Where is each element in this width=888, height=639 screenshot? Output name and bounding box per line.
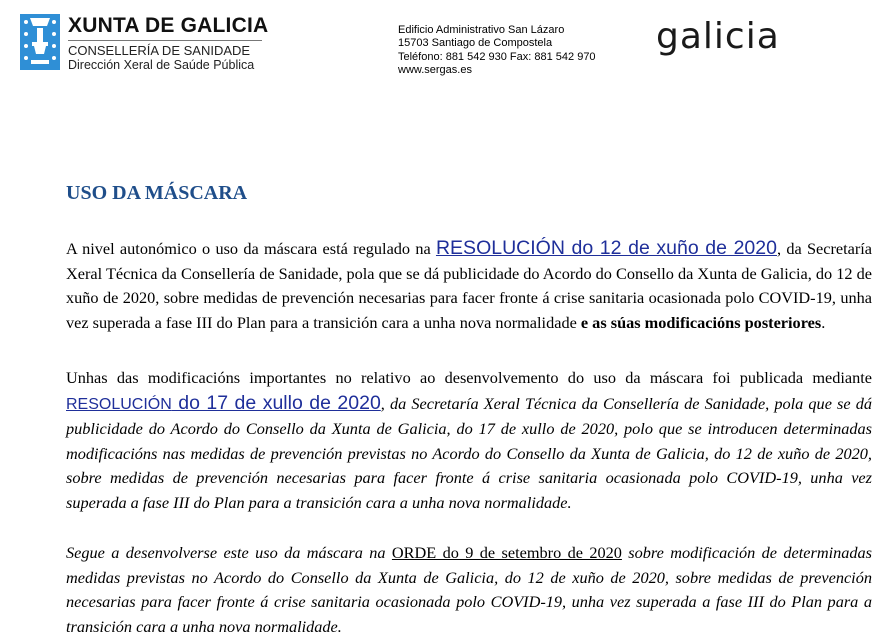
paragraph-1-bold: e as súas modificacións posteriores: [580, 312, 822, 332]
paragraph-3-text-b: sobre modificación de determinadas medidas previstas no Acordo do Consello da Xunta de Galicia, do 12 de xuño de 2020, sobre medidas de prevención necesarias para facer fronte á crise sanitaria ocasionada polo COVID-19, unha vez superada a fase III do Plan para a transición cara a unha nova normalidade.: [66, 543, 872, 636]
paragraph-1-text-b: , da Secretaría Xeral Técnica da Consellería de Sanidade, pola que se dá publicidade do Acordo do Consello da Xunta de Galicia, do 12 de xuño de 2020, sobre medidas de prevención necesarias para facer fronte á crise sanitaria ocasionada polo COVID-19, unha vez superada a fase III do Plan para a transición cara a unha nova normalidade: [66, 239, 873, 332]
galicia-wordmark-icon: [652, 16, 828, 64]
paragraph-1: [66, 236, 872, 335]
orde-9-setembro-link[interactable]: ORDE do 9 de setembro de 2020: [391, 543, 622, 562]
resolucion-17-xullo-link-date[interactable]: do 17 de xullo de 2020: [171, 391, 381, 414]
paragraph-3: [66, 541, 872, 639]
address-phone: Teléfono: 881 542 930 Fax: 881 542 970: [398, 50, 596, 63]
address-block: [398, 24, 596, 78]
resolucion-12-xuno-link[interactable]: RESOLUCIÓN do 12 de xuño de 2020: [435, 237, 777, 259]
letterhead: [0, 0, 888, 90]
address-building: Edificio Administrativo San Lázaro: [398, 24, 565, 36]
xunta-logo: [20, 14, 60, 70]
org-directorate: Dirección Xeral de Saúde Pública: [68, 58, 255, 72]
paragraph-2-text-b: , da Secretaría Xeral Técnica da Consellería de Sanidade, pola que se dá publicidade do Acordo do Consello da Xunta de Galicia, do 17 de xullo de 2020, polo que se introducen determinadas modificacións nas medidas de prevención previstas no Acordo do Consello da Xunta de Galicia, do 12 de xuño de 2020, sobre medidas de prevención necesarias para facer fronte á crise sanitaria ocasionada polo COVID-19, unha vez superada a fase III do Plan para a transición cara a unha nova normalidade.: [66, 393, 872, 512]
address-website: www.sergas.es: [398, 64, 472, 77]
paragraph-1-text-c: .: [821, 312, 826, 332]
address-city: 15703 Santiago de Compostela: [398, 37, 553, 50]
paragraph-1-text-a: A nivel autonómico o uso da máscara está regulado na: [66, 239, 436, 258]
paragraph-3-text-a: Segue a desenvolverse este uso da máscara na: [66, 543, 392, 562]
resolucion-17-xullo-link[interactable]: RESOLUCIÓN: [66, 395, 172, 413]
galicia-logo: [652, 16, 828, 69]
paragraph-2: [66, 366, 872, 515]
coat-of-arms-icon: [20, 14, 60, 70]
brand-wordmark: galicia: [656, 16, 780, 57]
org-department: CONSELLERÍA DE SANIDADE: [68, 43, 251, 58]
org-title: XUNTA DE GALICIA: [68, 14, 269, 37]
page-title: USO DA MÁSCARA: [66, 182, 248, 204]
paragraph-2-text-a: Unhas das modificacións importantes no relativo ao desenvolvemento do uso da máscara foi publicada mediante: [66, 368, 872, 387]
org-divider: [68, 40, 262, 41]
